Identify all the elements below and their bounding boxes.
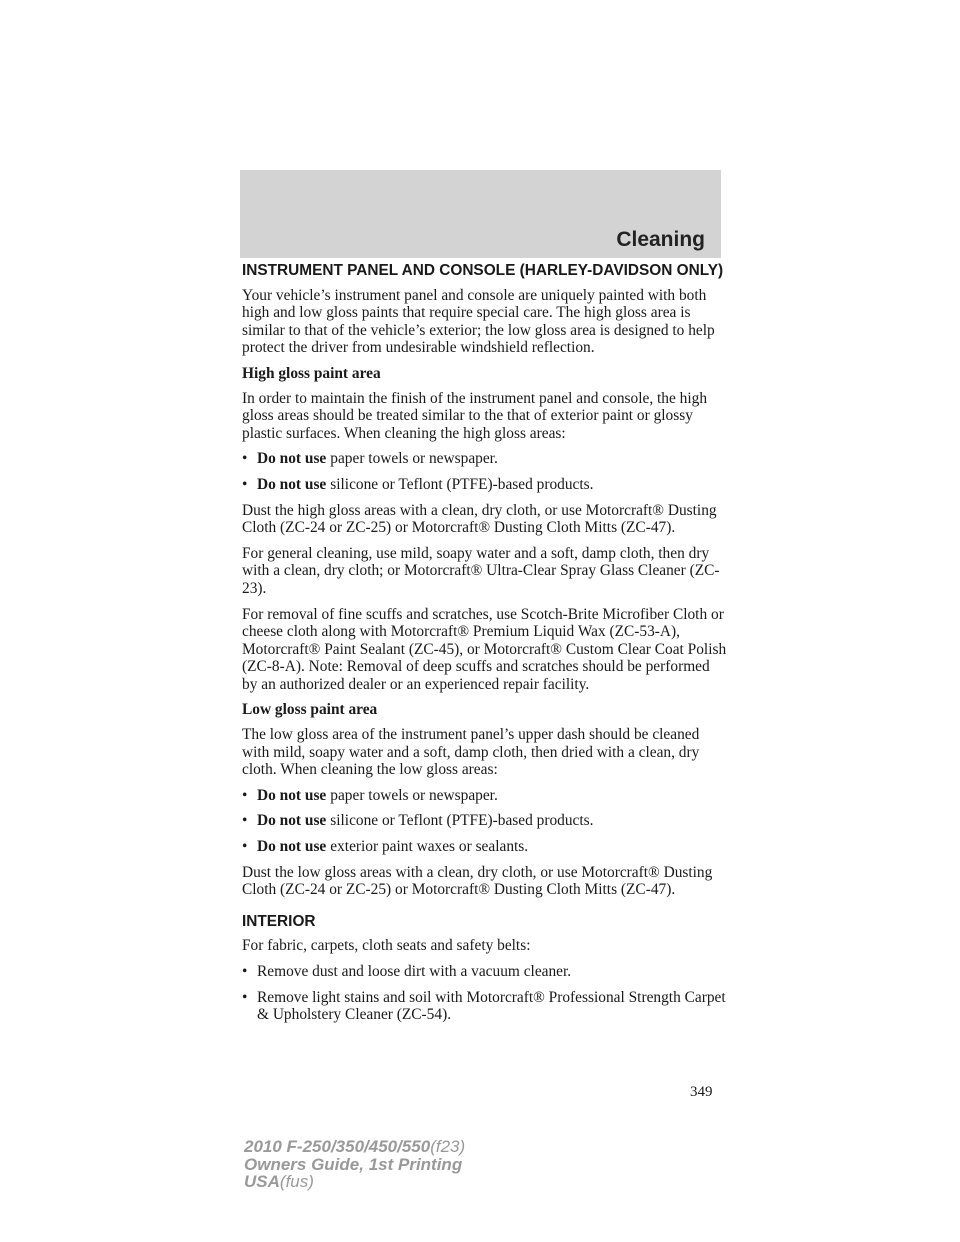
- high-gloss-heading: High gloss paint area: [242, 364, 381, 382]
- list-item-text: paper towels or newspaper.: [330, 786, 498, 804]
- list-item: [242, 963, 727, 981]
- instrument-panel-intro: Your vehicle’s instrument panel and console are uniquely painted with both high and low gloss paints that require special care. The high gloss area is similar to that of the vehicle’s exterior; the low gloss area is designed to help protect the driver from undesirable windshield reflection.: [242, 286, 715, 357]
- warning-label: Do not use: [257, 786, 327, 804]
- interior-intro: For fabric, carpets, cloth seats and safety belts:: [242, 937, 531, 955]
- list-item: [242, 838, 727, 856]
- list-item: [242, 476, 727, 494]
- bullet-icon: •: [242, 475, 248, 493]
- list-item: [242, 989, 727, 1024]
- list-item-text: paper towels or newspaper.: [330, 450, 498, 468]
- bullet-icon: •: [242, 963, 248, 980]
- warning-label: Do not use: [257, 450, 327, 468]
- bullet-icon: •: [242, 450, 248, 468]
- warning-label: Do not use: [257, 838, 327, 856]
- interior-heading: INTERIOR: [242, 912, 316, 930]
- footer-market-code: (fus): [279, 1172, 314, 1191]
- bullet-icon: •: [242, 812, 248, 830]
- page-content: [242, 262, 727, 1032]
- instrument-panel-heading: INSTRUMENT PANEL AND CONSOLE (HARLEY-DAVIDSON ONLY): [242, 262, 724, 279]
- list-item-text: silicone or Teflont (PTFE)-based products.: [330, 475, 594, 493]
- footer-model-code: (f23): [430, 1137, 466, 1156]
- list-item: [242, 450, 727, 468]
- list-item: [242, 812, 727, 830]
- bullet-icon: •: [242, 838, 248, 856]
- footer-line-2: Owners Guide, 1st Printing: [244, 1154, 463, 1174]
- warning-label: Do not use: [257, 475, 327, 493]
- list-item: [242, 787, 727, 805]
- high-gloss-intro: In order to maintain the finish of the instrument panel and console, the high gloss areas should be treated similar to the that of exterior paint or glossy plastic surfaces. When cleaning the high gloss areas:: [242, 389, 708, 442]
- bullet-icon: •: [242, 786, 248, 804]
- high-gloss-general-paragraph: For general cleaning, use mild, soapy water and a soft, damp cloth, then dry with a clean, dry cloth; or Motorcraft® Ultra-Clear Spray Glass Cleaner (ZC-23).: [242, 544, 720, 597]
- footer-model: 2010 F-250/350/450/550: [244, 1137, 431, 1156]
- low-gloss-heading: Low gloss paint area: [242, 701, 378, 719]
- low-gloss-dust-paragraph: Dust the low gloss areas with a clean, dry cloth, or use Motorcraft® Dusting Cloth (ZC-24 or ZC-25) or Motorcraft® Dusting Cloth Mitts (ZC-47).: [242, 863, 713, 899]
- footer-market: USA: [244, 1172, 280, 1191]
- list-item-text: exterior paint waxes or sealants.: [330, 838, 529, 856]
- list-item-text: Remove dust and loose dirt with a vacuum cleaner.: [257, 963, 572, 980]
- list-item-text: Remove light stains and soil with Motorcraft® Professional Strength Carpet & Upholstery Cleaner (ZC-54).: [257, 988, 726, 1024]
- list-item-text: silicone or Teflont (PTFE)-based products.: [330, 812, 594, 830]
- section-header-band: [240, 170, 721, 258]
- page-number: 349: [690, 1084, 713, 1100]
- footer-line-3: [244, 1173, 465, 1191]
- footer: [244, 1138, 465, 1191]
- warning-label: Do not use: [257, 812, 327, 830]
- bullet-icon: •: [242, 988, 248, 1006]
- section-title: Cleaning: [616, 228, 705, 251]
- low-gloss-intro: The low gloss area of the instrument panel’s upper dash should be cleaned with mild, soapy water and a soft, damp cloth, then dried with a clean, dry cloth. When cleaning the low gloss areas:: [242, 726, 700, 779]
- footer-line-1: [244, 1138, 465, 1156]
- high-gloss-dust-paragraph: Dust the high gloss areas with a clean, dry cloth, or use Motorcraft® Dusting Cloth (ZC-24 or ZC-25) or Motorcraft® Dusting Cloth Mitts (ZC-47).: [242, 501, 717, 537]
- high-gloss-scuffs-paragraph: For removal of fine scuffs and scratches, use Scotch-Brite Microfiber Cloth or cheese cloth along with Motorcraft® Premium Liquid Wax (ZC-53-A), Motorcraft® Paint Sealant (ZC-45), or Motorcraft® Custom Clear Coat Polish (ZC-8-A). Note: Removal of deep scuffs and scratches should be performed by an authorized dealer or an experienced repair facility.: [242, 605, 727, 693]
